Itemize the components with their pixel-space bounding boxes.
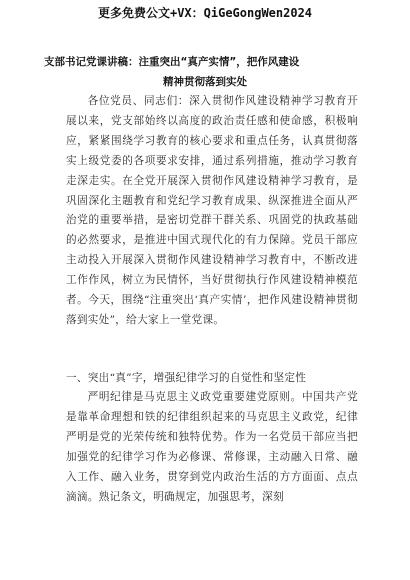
- title-line-1: 支部书记党课讲稿：注重突出“真产实情”，把作风建设: [44, 56, 300, 68]
- title-line-2: 精神贯彻落到实处: [163, 76, 247, 88]
- paragraph-section-1-text: 严明纪律是马克思主义政党重要建党原则。中国共产党是靠革命理想和铁的纪律组织起来的马克思主义政党，纪律严明是党的光荣传统和独特优势。作为一名党员干部应当把加强党的纪律学习作为必修课、常修课，主动融入日常、融入工作、融入业务，贯穿到党内政治生活的方方面面、点点滴滴。熟记条文，明确规定，加强思考，深刻: [66, 391, 358, 503]
- watermark-header: 更多免费公文+VX：QiGeGongWen2024: [97, 6, 313, 20]
- paragraph-section-1: [66, 388, 358, 507]
- section-heading-1: [66, 368, 358, 388]
- paragraph-intro-text: 各位党员、同志们：深入贯彻作风建设精神学习教育开展以来，党支部始终以高度的政治责任感和使命感，积极响应，紧紧围绕学习教育的核心要求和重点任务，认真贯彻落实上级党委的各项要求安排，通过系列措施，推动学习教育走深走实。在全党开展深入贯彻作风建设精神学习教育，是巩固深化主题教育和党纪学习教育成果、纵深推进全面从严治党的重要举措，是密切党群干群关系、巩固党的执政基础的必然要求，是推进中国式现代化的有力保障。党员干部应主动投入开展深入贯彻作风建设精神学习教育中，不断改进工作作风，树立为民情怀，当好贯彻执行作风建设精神模范者。今天，围绕“注重突出‘真产实情’，把作风建设精神贯彻落到实处”，给大家上一堂党课。: [66, 95, 358, 326]
- paragraph-intro: [66, 92, 358, 331]
- section-heading-text: 一、突出“真”字，增强纪律学习的自觉性和坚定性: [66, 372, 307, 384]
